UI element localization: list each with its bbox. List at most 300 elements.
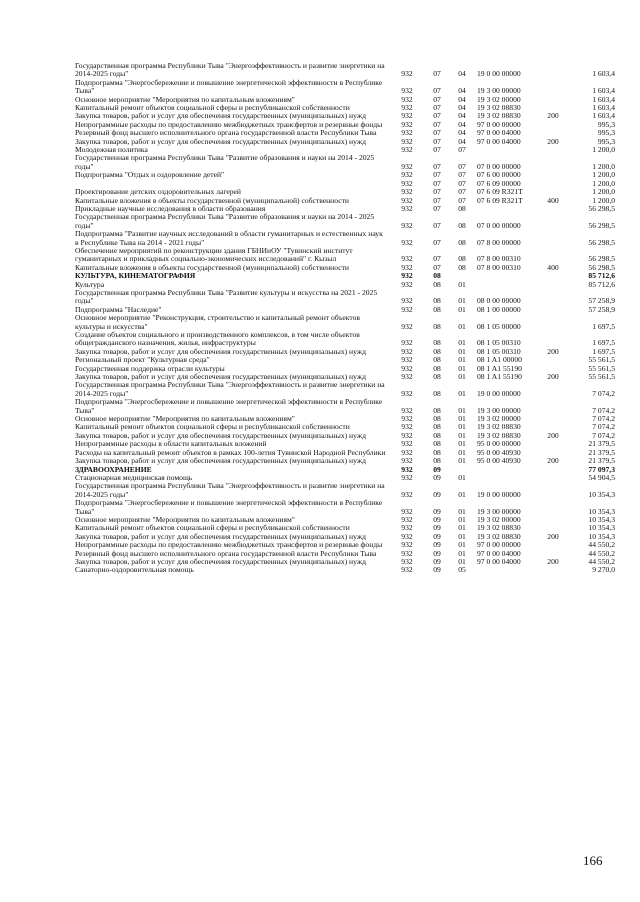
row-grbs-code: 932 (401, 129, 413, 138)
row-name: Непрограммные расходы в области капитальных вложений (75, 440, 267, 449)
row-expense-type-code (541, 281, 565, 289)
row-section-code: 07 (433, 69, 441, 79)
row-target-article-code: 19 0 00 00000 (477, 69, 521, 79)
row-subsection-code: 01 (458, 347, 466, 356)
row-expense-type-code: 200 (547, 557, 559, 566)
row-subsection-code: 04 (458, 120, 466, 129)
budget-table-body (75, 62, 615, 575)
table-row (75, 440, 615, 448)
row-amount: 10 354,3 (588, 489, 615, 499)
table-row (75, 205, 615, 213)
table-row (75, 373, 615, 381)
row-expense-type-code: 200 (547, 457, 559, 466)
row-target-article-code: 97 0 00 00000 (477, 120, 521, 129)
row-amount: 1 603,4 (592, 112, 615, 121)
table-row (75, 398, 615, 415)
row-grbs-code: 932 (401, 161, 413, 171)
row-section-code: 08 (433, 296, 441, 306)
row-name: Проектирование детских оздоровительных лагерей (75, 188, 241, 197)
row-name: Резервный фонд высшего исполнительного органа государственной власти Республики Тыва (75, 129, 377, 138)
row-expense-type-code: 200 (547, 373, 559, 382)
row-name: Основное мероприятие "Мероприятия по капитальным вложениям" (75, 415, 295, 424)
row-subsection-code: 04 (458, 137, 466, 146)
row-name: Закупка товаров, работ и услуг для обеспечения государственных (муниципальных) нужд (75, 112, 366, 121)
row-expense-type-code (541, 566, 565, 574)
row-amount: 10 354,3 (588, 515, 615, 524)
row-grbs-code: 932 (401, 272, 413, 281)
table-row (75, 482, 615, 499)
row-grbs-code: 932 (401, 440, 413, 449)
row-name: КУЛЬТУРА, КИНЕМАТОГРАФИЯ (75, 272, 196, 281)
row-target-article-code: 08 1 05 00000 (477, 321, 521, 331)
row-section-code: 09 (433, 465, 441, 474)
row-section-code: 07 (433, 95, 441, 104)
row-target-article-code: 95 0 00 00000 (477, 440, 521, 449)
row-name: Закупка товаров, работ и услуг для обеспечения государственных (муниципальных) нужд (75, 557, 366, 566)
row-target-article-code: 08 1 A1 55190 (477, 364, 522, 373)
row-section-code: 07 (433, 196, 441, 205)
row-amount: 995,3 (597, 129, 615, 138)
row-name: Культура (75, 280, 105, 289)
row-section-code: 07 (433, 188, 441, 197)
row-subsection-code: 01 (458, 338, 466, 348)
row-name: ЗДРАВООХРАНЕНИЕ (75, 465, 152, 474)
row-grbs-code: 932 (401, 69, 413, 79)
row-grbs-code: 932 (401, 280, 413, 289)
row-amount: 7 074,2 (592, 405, 615, 415)
table-row (75, 79, 615, 96)
row-expense-type-code (541, 79, 565, 96)
row-subsection-code: 08 (458, 254, 466, 264)
row-name: Закупка товаров, работ и услуг для обеспечения государственных (муниципальных) нужд (75, 137, 366, 146)
row-subsection-code: 01 (458, 515, 466, 524)
row-target-article-code: 08 0 00 00000 (477, 296, 521, 306)
row-target-article-code: 19 3 00 00000 (477, 405, 521, 415)
row-name: Непрограммные расходы по предоставлению межбюджетных трансфертов и резервные фонды (75, 120, 383, 129)
row-name: Закупка товаров, работ и услуг для обеспечения государственных (муниципальных) нужд (75, 347, 366, 356)
row-subsection-code: 01 (458, 448, 466, 457)
row-expense-type-code (541, 516, 565, 524)
row-target-article-code: 07 6 00 00000 (477, 171, 521, 180)
row-grbs-code: 932 (401, 120, 413, 129)
row-subsection-code: 01 (458, 296, 466, 306)
row-section-code: 07 (433, 137, 441, 146)
row-target-article-code: 19 3 02 00000 (477, 415, 521, 424)
row-name: Государственная программа Республики Тыва "Развитие образования и науки на 2014 - 2025 годы" (75, 154, 375, 171)
row-expense-type-code (541, 524, 565, 532)
row-amount: 55 561,5 (588, 373, 615, 382)
row-subsection-code: 05 (458, 566, 466, 575)
row-subsection-code: 04 (458, 69, 466, 79)
row-name: Закупка товаров, работ и услуг для обеспечения государственных (муниципальных) нужд (75, 431, 366, 440)
row-amount: 56 298,5 (588, 263, 615, 272)
row-section-code: 08 (433, 405, 441, 415)
row-section-code: 09 (433, 532, 441, 541)
row-target-article-code: 08 1 05 00310 (477, 338, 521, 348)
row-name: Государственная программа Республики Тыва "Энергоэффективность и развитие энергетики на 2014-2025 годы" (75, 62, 385, 79)
row-subsection-code: 01 (458, 280, 466, 289)
table-row (75, 550, 615, 558)
row-grbs-code: 932 (401, 204, 413, 213)
row-amount: 56 298,5 (588, 220, 615, 230)
row-subsection-code: 01 (458, 431, 466, 440)
row-target-article-code: 19 3 02 08830 (477, 532, 521, 541)
row-name: Подпрограмма "Отдых и оздоровление детей" (75, 171, 225, 180)
row-subsection-code: 08 (458, 204, 466, 213)
row-section-code: 09 (433, 524, 441, 533)
row-section-code: 08 (433, 338, 441, 348)
row-target-article-code: 19 3 02 00000 (477, 95, 521, 104)
row-grbs-code: 932 (401, 338, 413, 348)
row-subsection-code: 01 (458, 541, 466, 550)
row-section-code: 07 (433, 254, 441, 264)
table-row (75, 247, 615, 264)
row-amount: 55 561,5 (588, 356, 615, 365)
row-name: Государственная программа Республики Тыва "Энергоэффективность и развитие энергетики на 2014-2025 годы" (75, 482, 385, 499)
row-section-code: 08 (433, 415, 441, 424)
row-subsection-code: 04 (458, 104, 466, 113)
table-row (75, 365, 615, 373)
row-subsection-code: 01 (458, 473, 466, 482)
table-row (75, 348, 615, 356)
row-section-code: 08 (433, 373, 441, 382)
row-grbs-code: 932 (401, 196, 413, 205)
row-name: Создание объектов социального и производственного комплексов, в том числе объектов общегражданского назначения, жилья, инфраструктуры (75, 331, 360, 348)
row-target-article-code: 19 3 00 00000 (477, 86, 521, 96)
row-expense-type-code (541, 449, 565, 457)
row-target-article-code: 07 6 09 00000 (477, 179, 521, 188)
row-target-article-code: 08 1 05 00310 (477, 347, 521, 356)
row-target-article-code: 07 0 00 00000 (477, 161, 521, 171)
row-grbs-code: 932 (401, 95, 413, 104)
row-section-code: 09 (433, 549, 441, 558)
row-grbs-code: 932 (401, 86, 413, 96)
row-amount: 1 697,5 (592, 321, 615, 331)
table-row (75, 62, 615, 79)
row-expense-type-code (541, 482, 565, 499)
row-subsection-code: 07 (458, 179, 466, 188)
row-expense-type-code (541, 314, 565, 331)
row-name: Подпрограмма "Энергосбережение и повышение энергетической эффективности в Республике Тыва" (75, 398, 383, 415)
row-target-article-code (477, 281, 541, 289)
row-section-code: 07 (433, 129, 441, 138)
table-row (75, 264, 615, 272)
table-row (75, 432, 615, 440)
table-row (75, 423, 615, 431)
row-subsection-code: 04 (458, 129, 466, 138)
row-name: Молодежная политика (75, 146, 148, 155)
row-subsection-code: 07 (458, 196, 466, 205)
row-subsection-code: 07 (458, 146, 466, 155)
row-subsection-code: 01 (458, 423, 466, 432)
row-name: Государственная программа Республики Тыва "Развитие культуры и искусства на 2021 - 2025 годы" (75, 288, 378, 306)
row-name: Санаторно-оздоровительная помощь (75, 566, 194, 575)
table-row (75, 449, 615, 457)
row-section-code: 08 (433, 280, 441, 289)
row-amount: 21 379,5 (588, 440, 615, 449)
row-name: Закупка товаров, работ и услуг для обеспечения государственных (муниципальных) нужд (75, 373, 366, 382)
table-row (75, 104, 615, 112)
row-subsection-code: 08 (458, 220, 466, 230)
row-name: Подпрограмма "Энергосбережение и повышение энергетической эффективности в Республике Тыва" (75, 499, 383, 516)
table-row (75, 129, 615, 137)
row-amount: 7 074,2 (592, 388, 615, 398)
row-expense-type-code (541, 213, 565, 230)
row-subsection-code: 01 (458, 532, 466, 541)
row-name: Капитальный ремонт объектов социальной сферы и республиканской собственности (75, 423, 350, 432)
row-name: Государственная поддержка отрасли культуры (75, 364, 225, 373)
table-row (75, 138, 615, 146)
row-amount: 21 379,5 (588, 457, 615, 466)
row-grbs-code: 932 (401, 347, 413, 356)
row-amount: 57 258,9 (588, 305, 615, 314)
row-grbs-code: 932 (401, 364, 413, 373)
row-subsection-code: 01 (458, 321, 466, 331)
budget-table (75, 62, 615, 575)
row-name: Основное мероприятие "Реконструкция, строительство и капитальный ремонт объектов культуры и искусства" (75, 314, 360, 331)
row-amount: 85 712,6 (588, 280, 615, 289)
row-expense-type-code (541, 356, 565, 364)
row-expense-type-code (541, 247, 565, 264)
row-name: Резервный фонд высшего исполнительного органа государственной власти Республики Тыва (75, 549, 377, 558)
row-target-article-code (477, 146, 541, 154)
table-row (75, 558, 615, 566)
row-section-code: 09 (433, 515, 441, 524)
row-name (75, 180, 387, 188)
row-amount: 1 200,0 (592, 161, 615, 171)
table-row (75, 474, 615, 482)
table-row (75, 415, 615, 423)
table-row (75, 180, 615, 188)
row-section-code: 08 (433, 448, 441, 457)
row-amount: 55 561,5 (588, 364, 615, 373)
row-subsection-code (447, 272, 477, 280)
table-row (75, 197, 615, 205)
row-expense-type-code: 200 (547, 347, 559, 356)
row-expense-type-code (541, 398, 565, 415)
row-name: Региональный проект "Культурная среда" (75, 356, 210, 365)
row-expense-type-code (541, 154, 565, 171)
row-subsection-code: 01 (458, 457, 466, 466)
row-target-article-code: 19 3 02 08830 (477, 431, 521, 440)
row-target-article-code: 97 0 00 04000 (477, 137, 521, 146)
row-target-article-code (477, 466, 541, 474)
table-row (75, 381, 615, 398)
row-grbs-code: 932 (401, 566, 413, 575)
row-target-article-code: 19 3 02 08830 (477, 104, 521, 113)
row-name: Стационарная медицинская помощь (75, 473, 193, 482)
row-grbs-code: 932 (401, 448, 413, 457)
row-section-code: 08 (433, 347, 441, 356)
row-grbs-code: 932 (401, 431, 413, 440)
row-expense-type-code (541, 104, 565, 112)
row-target-article-code: 19 0 00 00000 (477, 489, 521, 499)
row-subsection-code: 01 (458, 489, 466, 499)
table-row (75, 306, 615, 314)
row-section-code: 08 (433, 356, 441, 365)
row-subsection-code: 01 (458, 388, 466, 398)
row-amount: 9 270,0 (592, 566, 615, 575)
row-amount: 44 550,2 (588, 557, 615, 566)
row-target-article-code: 97 0 00 04000 (477, 129, 521, 138)
row-section-code: 08 (433, 364, 441, 373)
row-amount: 1 697,5 (592, 338, 615, 348)
row-grbs-code: 932 (401, 296, 413, 306)
row-target-article-code (477, 474, 541, 482)
section-header-row (75, 272, 615, 280)
row-target-article-code: 95 0 00 40930 (477, 448, 521, 457)
row-name: Капитальные вложения в объекты государственной (муниципальной) собственности (75, 196, 349, 205)
row-expense-type-code: 200 (547, 112, 559, 121)
row-target-article-code: 07 8 00 00310 (477, 254, 521, 264)
row-amount: 7 074,2 (592, 431, 615, 440)
row-amount: 54 904,5 (588, 473, 615, 482)
row-section-code: 09 (433, 541, 441, 550)
row-amount: 1 603,4 (592, 69, 615, 79)
row-grbs-code: 932 (401, 104, 413, 113)
table-row (75, 356, 615, 364)
row-expense-type-code: 200 (547, 431, 559, 440)
row-expense-type-code (541, 423, 565, 431)
row-expense-type-code (541, 96, 565, 104)
table-row (75, 112, 615, 120)
row-expense-type-code (541, 205, 565, 213)
table-row (75, 121, 615, 129)
row-grbs-code: 932 (401, 373, 413, 382)
row-name: Подпрограмма "Энергосбережение и повышение энергетической эффективности в Республике Тыва" (75, 78, 383, 96)
row-grbs-code: 932 (401, 515, 413, 524)
row-section-code: 08 (433, 388, 441, 398)
row-amount: 57 258,9 (588, 296, 615, 306)
table-row (75, 154, 615, 171)
table-row (75, 289, 615, 306)
row-grbs-code: 932 (401, 532, 413, 541)
row-subsection-code: 01 (458, 524, 466, 533)
row-expense-type-code (541, 415, 565, 423)
row-amount: 995,3 (597, 120, 615, 129)
row-grbs-code: 932 (401, 405, 413, 415)
row-name: Основное мероприятие "Мероприятия по капитальным вложениям" (75, 515, 295, 524)
row-amount: 56 298,5 (588, 204, 615, 213)
row-subsection-code: 01 (458, 356, 466, 365)
row-section-code: 07 (433, 204, 441, 213)
table-row (75, 281, 615, 289)
row-expense-type-code: 200 (547, 532, 559, 541)
table-row (75, 516, 615, 524)
row-section-code: 08 (433, 431, 441, 440)
row-expense-type-code (541, 331, 565, 348)
row-section-code: 07 (433, 86, 441, 96)
row-grbs-code: 932 (401, 557, 413, 566)
row-subsection-code: 01 (458, 305, 466, 314)
row-subsection-code: 08 (458, 237, 466, 247)
row-expense-type-code (541, 466, 565, 474)
row-target-article-code: 19 3 02 08830 (477, 112, 521, 121)
row-section-code: 09 (433, 566, 441, 575)
row-expense-type-code (541, 550, 565, 558)
row-expense-type-code (541, 121, 565, 129)
row-amount: 7 074,2 (592, 415, 615, 424)
table-row (75, 499, 615, 516)
row-expense-type-code: 200 (547, 137, 559, 146)
row-amount: 21 379,5 (588, 448, 615, 457)
row-subsection-code: 01 (458, 440, 466, 449)
row-grbs-code: 932 (401, 473, 413, 482)
row-grbs-code: 932 (401, 305, 413, 314)
row-grbs-code: 932 (401, 321, 413, 331)
row-section-code: 09 (433, 473, 441, 482)
row-expense-type-code (541, 171, 565, 179)
row-grbs-code: 932 (401, 415, 413, 424)
row-amount: 10 354,3 (588, 524, 615, 533)
row-amount: 44 550,2 (588, 549, 615, 558)
row-expense-type-code (541, 365, 565, 373)
row-amount: 1 200,0 (592, 196, 615, 205)
row-section-code: 07 (433, 112, 441, 121)
row-section-code: 09 (433, 489, 441, 499)
row-target-article-code: 97 0 00 04000 (477, 557, 521, 566)
row-amount: 1 603,4 (592, 86, 615, 96)
row-grbs-code: 932 (401, 465, 413, 474)
row-grbs-code: 932 (401, 188, 413, 197)
row-subsection-code: 01 (458, 557, 466, 566)
row-section-code: 08 (433, 321, 441, 331)
row-expense-type-code (541, 440, 565, 448)
row-amount: 995,3 (597, 137, 615, 146)
row-amount: 56 298,5 (588, 237, 615, 247)
row-name: Подпрограмма "Наследие" (75, 305, 162, 314)
row-amount: 56 298,5 (588, 254, 615, 264)
row-grbs-code: 932 (401, 254, 413, 264)
row-target-article-code: 07 8 00 00310 (477, 263, 521, 272)
table-row (75, 457, 615, 465)
row-grbs-code: 932 (401, 423, 413, 432)
row-grbs-code: 932 (401, 220, 413, 230)
row-amount: 1 200,0 (592, 179, 615, 188)
row-target-article-code: 08 1 A1 55190 (477, 373, 522, 382)
row-target-article-code: 07 8 00 00000 (477, 237, 521, 247)
row-subsection-code: 01 (458, 405, 466, 415)
row-name: Закупка товаров, работ и услуг для обеспечения государственных (муниципальных) нужд (75, 457, 366, 466)
row-expense-type-code (541, 381, 565, 398)
row-name: Обеспечение мероприятий по реконструкции здания ГБНИиОУ "Тувинский институт гуманитарных и прикладных социально-экономических исследований" г. Кызыл (75, 246, 353, 264)
row-section-code: 08 (433, 272, 441, 281)
page-number: 166 (583, 853, 603, 868)
table-row (75, 213, 615, 230)
row-target-article-code: 19 3 02 08830 (477, 423, 521, 432)
row-amount: 10 354,3 (588, 532, 615, 541)
row-section-code: 08 (433, 423, 441, 432)
row-grbs-code: 932 (401, 388, 413, 398)
row-expense-type-code (541, 499, 565, 516)
row-grbs-code: 932 (401, 489, 413, 499)
row-grbs-code: 932 (401, 524, 413, 533)
row-target-article-code: 07 6 09 R321T (477, 196, 523, 205)
row-amount: 10 354,3 (588, 506, 615, 516)
row-amount: 44 550,2 (588, 541, 615, 550)
row-grbs-code: 932 (401, 541, 413, 550)
row-target-article-code: 07 6 09 R321T (477, 188, 523, 197)
row-grbs-code: 932 (401, 112, 413, 121)
row-grbs-code: 932 (401, 356, 413, 365)
table-row (75, 524, 615, 532)
row-expense-type-code (541, 129, 565, 137)
row-expense-type-code (541, 474, 565, 482)
row-expense-type-code (541, 541, 565, 549)
table-row (75, 533, 615, 541)
row-grbs-code: 932 (401, 171, 413, 180)
row-target-article-code: 19 0 00 00000 (477, 388, 521, 398)
